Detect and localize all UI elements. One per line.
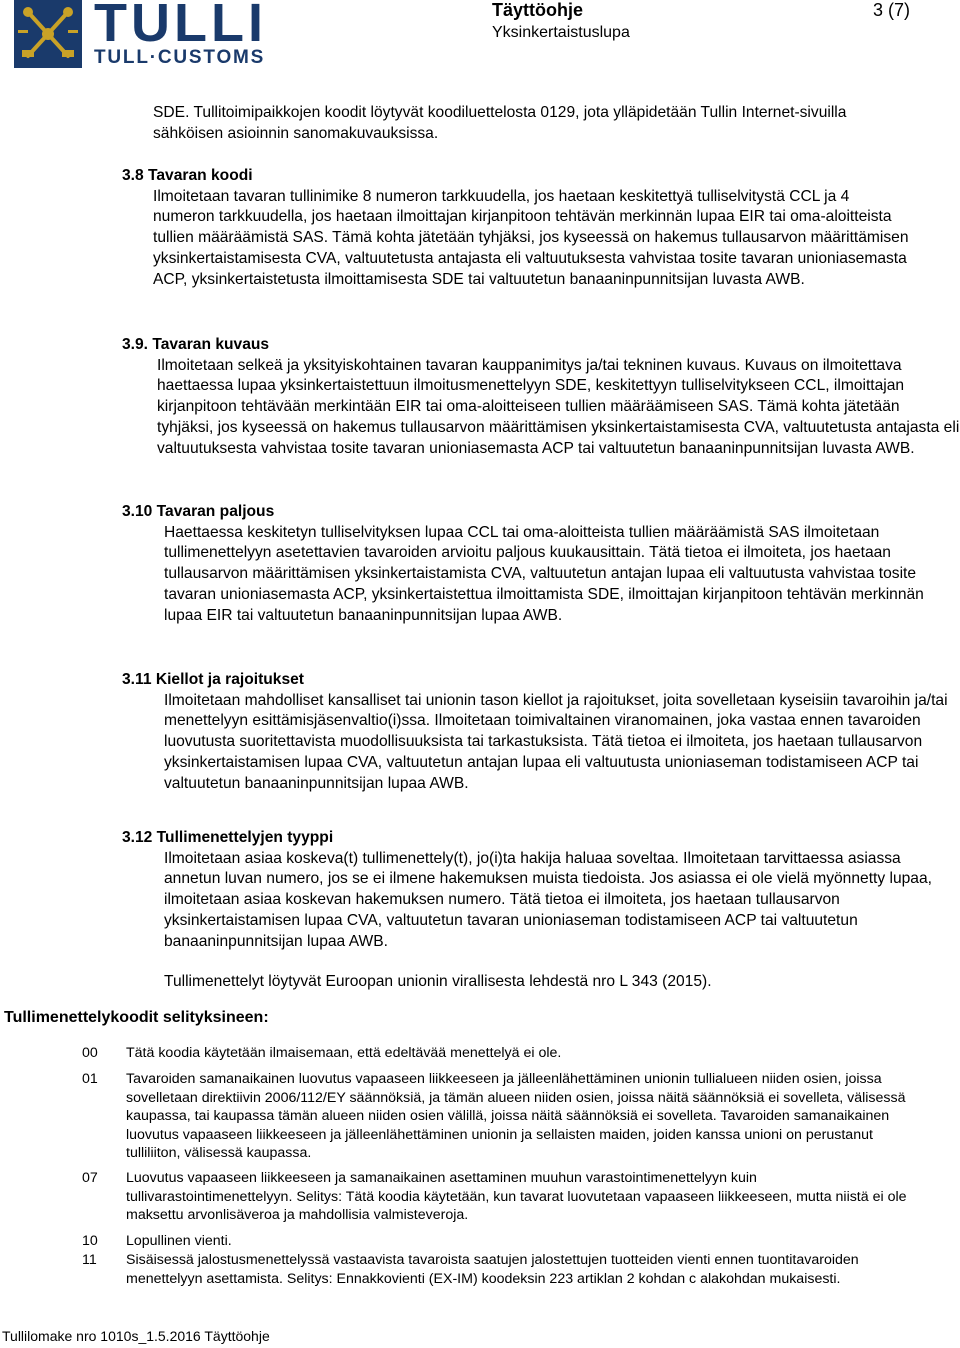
- logo-wordmark: TULLI: [94, 0, 267, 53]
- code-description: Tätä koodia käytetään ilmaisemaan, että edeltävää menettelyä ei ole.: [126, 1045, 562, 1061]
- code-number: 01: [82, 1071, 98, 1087]
- section-body: Ilmoitetaan tavaran tullinimike 8 numeron tarkkuudella, jos haetaan keskitettyä tulliselvitystä CCL ja 4 numeron tarkkuudella, jos haetaan ilmoittajan kirjanpitoon tehtävän merkinnän lupaa EIR tai oma-aloitteista tullien määräämistä SAS. Tämä kohta jätetään tyhjäksi, jos kyseessä on hakemus tullausarvon määrittämisen yksinkertaistamisesta CVA, valtuutetusta antajasta eli valtuutuksesta vahvistaa tosite tavaran unioniasemasta ACP, yksinkertaistetusta ilmoittamisesta SDE tai valtuutetun banaaninpunnitsijan luvasta AWB.: [153, 187, 909, 288]
- code-number: 10: [82, 1233, 98, 1249]
- section-heading: 3.9. Tavaran kuvaus: [122, 336, 270, 353]
- page-footer: Tullilomake nro 1010s_1.5.2016 Täyttöohje: [2, 1328, 270, 1344]
- doc-title: Täyttöohje: [492, 0, 584, 20]
- section-heading: 3.11 Kiellot ja rajoitukset: [122, 671, 305, 688]
- section-body: Haettaessa keskitetyn tulliselvityksen lupaa CCL tai oma-aloitteista tullien määräämistä SAS ilmoitetaan tullimenettelyyn asetettavien tavaroiden arvioitu paljous kuukausittain. Tätä tietoa ei ilmoiteta, jos haetaan tullausarvon määrittämisen yksinkertaistamista CVA, valtuutetun antajan lupaa eli valtuutusta vahvistaa tosite tavaran unioniasemasta ACP, yksinkertaistettua ilmoittamista SDE, ilmoittajan kirjanpitoon tehtävän merkinnän lupaa EIR tai valtuutetun banaaninpunnitsijan lupaa AWB.: [164, 523, 924, 624]
- section-3-9: [122, 335, 960, 459]
- page-number: 3 (7): [872, 0, 910, 20]
- logo-subtitle: TULL·CUSTOMS: [94, 47, 266, 68]
- section-heading: 3.8 Tavaran koodi: [122, 167, 253, 184]
- section-3-11: [122, 670, 960, 794]
- code-number: 11: [82, 1252, 97, 1268]
- section-3-10: [122, 502, 960, 626]
- code-description: Luovutus vapaaseen liikkeeseen ja samanaikainen asettaminen muuhun varastointimenettelyyn kuin tullivarastointimenettelyyn. Selitys: Tätä koodia käytetään, kun tavarat luovutetaan vapaaseen liikkeeseen, mutta niistä ei ole maksettu arvonlisäveroa ja mahdollisia valmisteveroja.: [126, 1170, 907, 1223]
- code-description: Lopullinen vienti.: [126, 1233, 232, 1249]
- tulli-emblem-icon: [14, 0, 82, 68]
- code-number: 07: [82, 1170, 98, 1186]
- section-body: Ilmoitetaan selkeä ja yksityiskohtainen tavaran kauppanimitys ja/tai tekninen kuvaus. Kuvaus on ilmoitettava haettaessa lupaa yksinkertaistettuun ilmoitusmenettelyyn SDE, keskitettyyn tulliselvitykseen CCL, ilmoittajan kirjanpitoon tehtävään merkintään EIR tai oma-aloitteiseen tullien määräämiseen SAS. Tämä kohta jätetään tyhjäksi, jos kyseessä on hakemus tullausarvon määrittämisen yksinkertaistamisesta CVA, valtuutetusta antajasta eli valtuutuksesta vahvistaa tosite tavaran unioniasemasta ACP tai valtuutetun banaaninpunnitsijan luvasta AWB.: [157, 356, 960, 457]
- section-body: Ilmoitetaan asiaa koskeva(t) tullimenettely(t), jo(i)ta hakija haluaa soveltaa. Ilmoitetaan tarvittaessa asiassa annetun luvan numero, jos se ei ilmene hakemuksen muista tiedoista. Jos asiassa ei ole vielä myönnetty lupaa, ilmoitetaan asiaa koskevan hakemuksen numero. Tätä tietoa ei ilmoiteta, jos haetaan tullausarvon yksinkertaistamisen lupaa CVA, valtuutetun tavaran unioniaseman todistamiseen ACP tai valtuutetun banaaninpunnitsijan lupaa AWB.: [164, 849, 932, 950]
- code-number: 00: [82, 1045, 98, 1061]
- section-3-8: [122, 166, 912, 290]
- intro-paragraph: SDE. Tullitoimipaikkojen koodit löytyvät koodiluettelosta 0129, jota ylläpidetään Tullin Internet-sivuilla sähköisen asioinnin sanomakuvauksissa.: [153, 104, 847, 142]
- section-heading: 3.12 Tullimenettelyjen tyyppi: [122, 829, 334, 846]
- section-heading: 3.10 Tavaran paljous: [122, 503, 275, 520]
- section-note: Tullimenettelyt löytyvät Euroopan unionin virallisesta lehdestä nro L 343 (2015).: [164, 973, 712, 991]
- code-description: Sisäisessä jalostusmenettelyssä vastaavista tavaroista saatujen jalostettujen tuotteiden vienti ennen tuontitavaroiden menettelyyn asettamista. Selitys: Ennakkovienti (EX-IM) koodeksin 223 artiklan 2 kohdan c alakohdan mukaisesti.: [126, 1252, 859, 1287]
- doc-subtitle: Yksinkertaistuslupa: [492, 24, 630, 41]
- tulli-logo: [14, 0, 314, 72]
- section-3-12: [122, 828, 960, 993]
- codes-title: Tullimenettelykoodit selityksineen:: [4, 1009, 269, 1026]
- section-body: Ilmoitetaan mahdolliset kansalliset tai unionin tason kiellot ja rajoitukset, joita sovelletaan kyseisiin tavaroihin ja/tai menettelyyn esittämisjäsenvaltio(i)ssa. Ilmoitetaan toimivaltainen viranomainen, joka vastaa ennen tavaroiden luovutusta suoritettavista muodollisuuksista tai tarkastuksista. Tätä tietoa ei ilmoiteta, jos haetaan tullausarvon yksinkertaistamisen lupaa CVA, valtuutetun antajan lupaa eli valtuutusta unioniaseman todistamiseen ACP tai valtuutetun banaaninpunnitsijan lupaa AWB.: [164, 691, 948, 792]
- code-description: Tavaroiden samanaikainen luovutus vapaaseen liikkeeseen ja jälleenlähettäminen unionin tullialueen niiden osien, joissa sovelletaan direktiivin 2006/112/EY säännöksiä, ja tämän alueen niiden osien, joissa näitä säännöksiä ei sovelleta, välisessä kaupassa, tai kaupassa tämän alueen niiden osien välillä, joissa näitä säännöksiä ei sovelleta. Tavaroiden samanaikainen luovutus vapaaseen liikkeeseen ja jälleenlähettäminen unionin ja sellaisten maiden, joiden kanssa unioni on perustanut tulliliiton, välisessä kaupassa.: [126, 1071, 906, 1161]
